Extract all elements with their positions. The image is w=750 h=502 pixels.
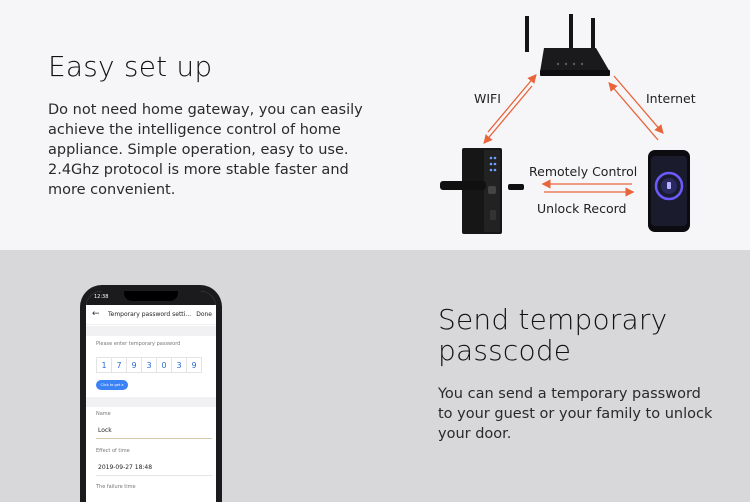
password-digits[interactable]: [96, 357, 201, 373]
password-digit: 3: [171, 357, 187, 373]
temporary-passcode-description: [438, 384, 738, 444]
password-digit: 7: [111, 357, 127, 373]
easy-setup-line: 2.4Ghz protocol is more stable faster and: [48, 162, 349, 178]
remotely-control-label: Remotely Control: [529, 164, 638, 179]
easy-setup-line: appliance. Simple operation, easy to use.: [48, 142, 349, 158]
temporary-passcode-heading: [438, 304, 667, 366]
heading-line: passcode: [438, 334, 572, 367]
back-arrow-icon[interactable]: ←: [92, 309, 100, 319]
smart-lock-icon: [440, 148, 524, 234]
divider-strip: [86, 397, 216, 407]
passcode-line: your door.: [438, 426, 512, 442]
internet-label: Internet: [646, 91, 696, 106]
divider-strip: [86, 326, 216, 336]
easy-setup-heading: Easy set up: [48, 50, 213, 83]
get-random-password-button[interactable]: Click to get a ran...: [96, 380, 128, 390]
password-prompt: Please enter temporary password: [96, 341, 181, 347]
password-digit: 9: [126, 357, 142, 373]
heading-line: Send temporary: [438, 303, 668, 336]
effect-time-label: Effect of time: [96, 448, 130, 454]
password-digit: 3: [141, 357, 157, 373]
easy-setup-line: more convenient.: [48, 182, 176, 198]
password-digit: 1: [96, 357, 112, 373]
effect-time-field[interactable]: 2019-09-27 18:48: [98, 464, 153, 471]
name-underline: [96, 438, 212, 439]
phone-screen: [86, 291, 216, 502]
name-label: Name: [96, 411, 111, 417]
phone-notch: [124, 291, 178, 301]
name-field[interactable]: Lock: [98, 427, 112, 434]
easy-setup-line: achieve the intelligence control of home: [48, 122, 341, 138]
passcode-line: to your guest or your family to unlock: [438, 406, 713, 422]
internet-arrows: [610, 76, 662, 140]
failure-time-label: The failure time: [96, 484, 136, 490]
passcode-line: You can send a temporary password: [438, 386, 701, 402]
password-digit: 9: [186, 357, 202, 373]
easy-setup-description: [48, 100, 378, 200]
status-bar: [86, 291, 216, 305]
status-time: 12:38: [94, 294, 109, 300]
smartphone-icon: [648, 150, 690, 232]
done-button[interactable]: Done: [196, 311, 212, 318]
easy-setup-line: Do not need home gateway, you can easily: [48, 102, 363, 118]
remote-arrows: [544, 184, 632, 192]
wifi-arrows: [485, 76, 535, 142]
screen-title: Temporary password setti...: [108, 311, 192, 318]
effect-time-underline: [96, 475, 212, 476]
wifi-label: WIFI: [474, 91, 501, 106]
unlock-record-label: Unlock Record: [537, 201, 627, 216]
password-digit: 0: [156, 357, 172, 373]
app-nav-bar: [86, 305, 216, 325]
router-icon: [525, 14, 610, 76]
